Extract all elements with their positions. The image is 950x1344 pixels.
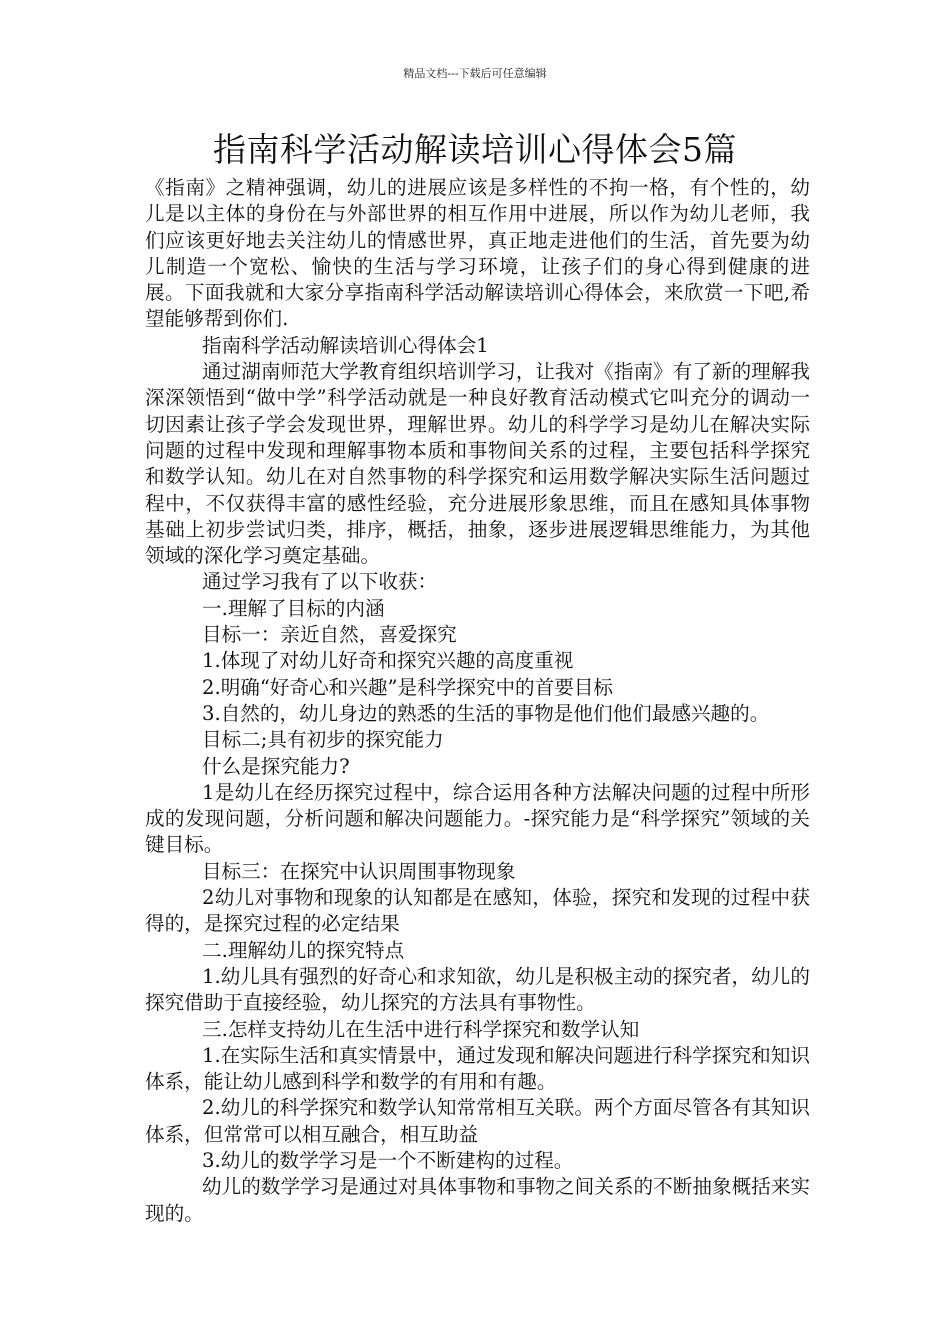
list-item: 3.幼儿的数学学习是一个不断建构的过程。 <box>202 1148 574 1172</box>
list-item: 1是幼儿在经历探究过程中，综合运用各种方法解决问题的过程中所形成的发现问题，分析问题和解决问题能力。-探究能力是“科学探究”领域的关键目标。 <box>145 780 810 857</box>
document-title: 指南科学活动解读培训心得体会5篇 <box>213 130 737 169</box>
goal-heading: 目标一：亲近自然，喜爱探究 <box>202 623 457 647</box>
list-item: 1.幼儿具有强烈的好奇心和求知欲，幼儿是积极主动的探究者，幼儿的探究借助于直接经验，幼儿探究的方法具有事物性。 <box>145 964 810 1015</box>
list-heading: 二.理解幼儿的探究特点 <box>202 938 405 962</box>
list-item: 2.幼儿的科学探究和数学认知常常相互关联。两个方面尽管各有其知识体系，但常常可以相互融合，相互助益 <box>145 1096 810 1146</box>
section-heading: 指南科学活动解读培训心得体会1 <box>202 333 489 357</box>
list-item: 2.明确“好奇心和兴趣”是科学探究中的首要目标 <box>202 675 614 699</box>
list-item: 1.在实际生活和真实情景中，通过发现和解决问题进行科学探究和知识体系，能让幼儿感到科学和数学的有用和有趣。 <box>145 1043 810 1094</box>
list-heading: 三.怎样支持幼儿在生活中进行科学探究和数学认知 <box>202 1017 640 1041</box>
list-item: 3.自然的，幼儿身边的熟悉的生活的事物是他们他们最感兴趣的。 <box>202 701 770 725</box>
list-item: 1.体现了对幼儿好奇和探究兴趣的高度重视 <box>202 649 574 673</box>
goal-heading: 目标二;具有初步的探究能力 <box>202 728 444 752</box>
header-note: 精品文档---下载后可任意编辑 <box>403 67 547 80</box>
list-item: 2幼儿对事物和现象的认知都是在感知，体验，探究和发现的过程中获得的，是探究过程的必定结果 <box>145 886 810 936</box>
goal-heading: 目标三：在探究中认识周围事物现象 <box>202 859 516 883</box>
question-line: 什么是探究能力? <box>202 754 350 778</box>
body-paragraph: 幼儿的数学学习是通过对具体事物和事物之间关系的不断抽象概括来实现的。 <box>145 1175 810 1225</box>
body-paragraph: 通过学习我有了以下收获： <box>202 570 438 594</box>
body-paragraph: 通过湖南师范大学教育组织培训学习，让我对《指南》有了新的理解我深深领悟到“做中学”科学活动就是一种良好教育活动模式它叫充分的调动一切因素让孩子学会发现世界，理解世界。幼儿的科学学习是幼儿在解决实际问题的过程中发现和理解事物本质和事物间关系的过程，主要包括科学探究和数学认知。幼儿在对自然事物的科学探究和运用数学解决实际生活问题过程中，不仅获得丰富的感性经验，充分进展形象思维，而且在感知具体事物基础上初步尝试归类，排序，概括，抽象，逐步进展逻辑思维能力，为其他领域的深化学习奠定基础。 <box>145 360 810 568</box>
document-body <box>145 175 810 1227</box>
list-heading: 一.理解了目标的内涵 <box>202 596 385 620</box>
intro-paragraph: 《指南》之精神强调，幼儿的进展应该是多样性的不拘一格，有个性的，幼儿是以主体的身份在与外部世界的相互作用中进展，所以作为幼儿老师，我们应该更好地去关注幼儿的情感世界，真正地走进他们的生活，首先要为幼儿制造一个宽松、愉快的生活与学习环境，让孩子们的身心得到健康的进展。下面我就和大家分享指南科学活动解读培训心得体会，来欣赏一下吧,希望能够帮到你们. <box>145 176 810 331</box>
